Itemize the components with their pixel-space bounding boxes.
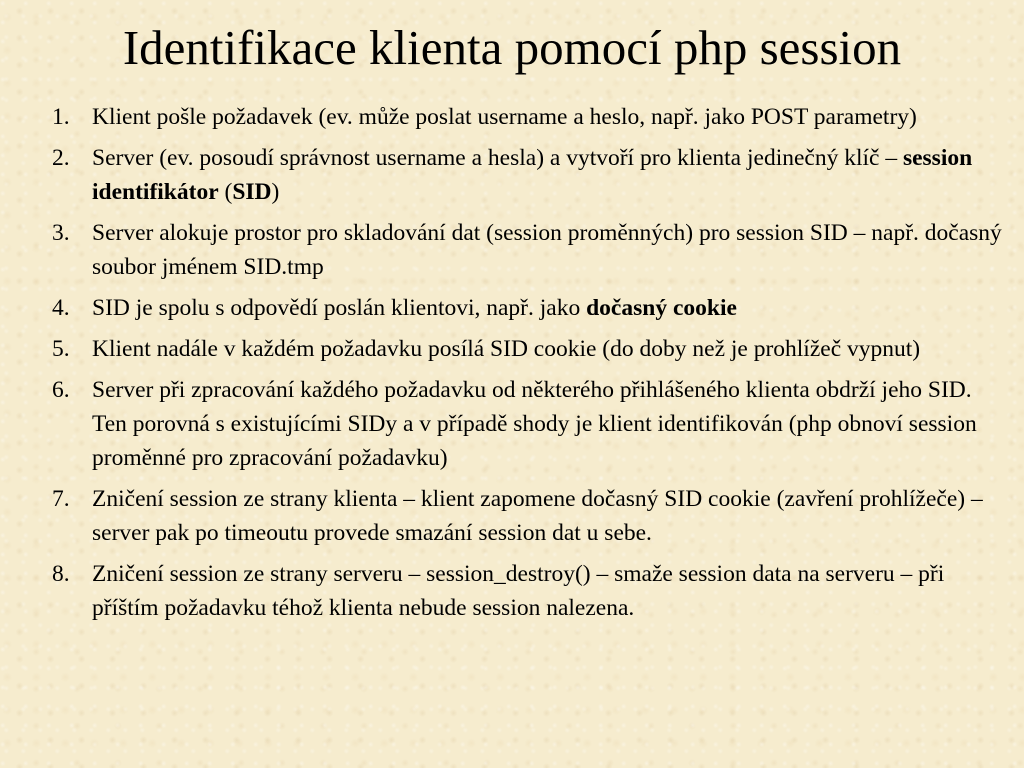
list-item	[52, 557, 1002, 625]
list-item-text	[92, 220, 1002, 280]
bold-term: session identifikátor	[92, 145, 973, 205]
list-item	[52, 141, 1002, 209]
text-segment: )	[271, 179, 280, 205]
list-item	[52, 482, 1002, 550]
list-item	[52, 100, 1002, 134]
list-item	[52, 332, 1002, 366]
text-segment: Klient nadále v každém požadavku posílá SID cookie (do doby než je prohlížeč vypnut)	[92, 336, 921, 362]
list-item-text	[92, 336, 920, 362]
list-item-number: 5.	[52, 336, 70, 362]
list-item-text	[92, 145, 972, 205]
text-segment: Server (ev. posoudí správnost username a hesla) a vytvoří pro klienta jedinečný klíč –	[92, 145, 903, 171]
text-segment: Server při zpracování každého požadavku od některého přihlášeného klienta obdrží jeho SID. Ten porovná s existujícími SIDy a v případě shody je klient identifikován (php obnoví session proměnné pro zpracování požadavku)	[92, 377, 977, 471]
list-item	[52, 373, 1002, 475]
numbered-list	[52, 100, 1002, 632]
list-item-number: 6.	[52, 377, 70, 403]
bold-term: dočasný cookie	[586, 295, 737, 321]
list-item-text	[92, 377, 977, 471]
text-segment: Zničení session ze strany klienta – klient zapomene dočasný SID cookie (zavření prohlížeče) – server pak po timeoutu provede smazání session dat u sebe.	[92, 486, 983, 546]
list-item	[52, 291, 1002, 325]
bold-term: SID	[232, 179, 272, 205]
list-item-text	[92, 295, 737, 321]
list-item-text	[92, 561, 944, 621]
list-item-number: 4.	[52, 295, 70, 321]
text-segment: (	[218, 179, 233, 205]
list-item-number: 8.	[52, 561, 70, 587]
list-item-number: 7.	[52, 486, 70, 512]
slide-title: Identifikace klienta pomocí php session	[122, 20, 902, 75]
text-segment: SID je spolu s odpovědí poslán klientovi, např. jako	[92, 295, 587, 321]
text-segment: Klient pošle požadavek (ev. může poslat username a heslo, např. jako POST parametry)	[92, 104, 917, 130]
list-item-text	[92, 486, 983, 546]
list-item	[52, 216, 1002, 284]
list-item-number: 1.	[52, 104, 70, 130]
list-item-number: 2.	[52, 145, 70, 171]
list-item-text	[92, 104, 917, 130]
text-segment: Zničení session ze strany serveru – session_destroy() – smaže session data na serveru – při příštím požadavku téhož klienta nebude session nalezena.	[92, 561, 945, 621]
text-segment: Server alokuje prostor pro skladování dat (session proměnných) pro session SID – např. dočasný soubor jménem SID.tmp	[92, 220, 1002, 280]
list-item-number: 3.	[52, 220, 70, 246]
